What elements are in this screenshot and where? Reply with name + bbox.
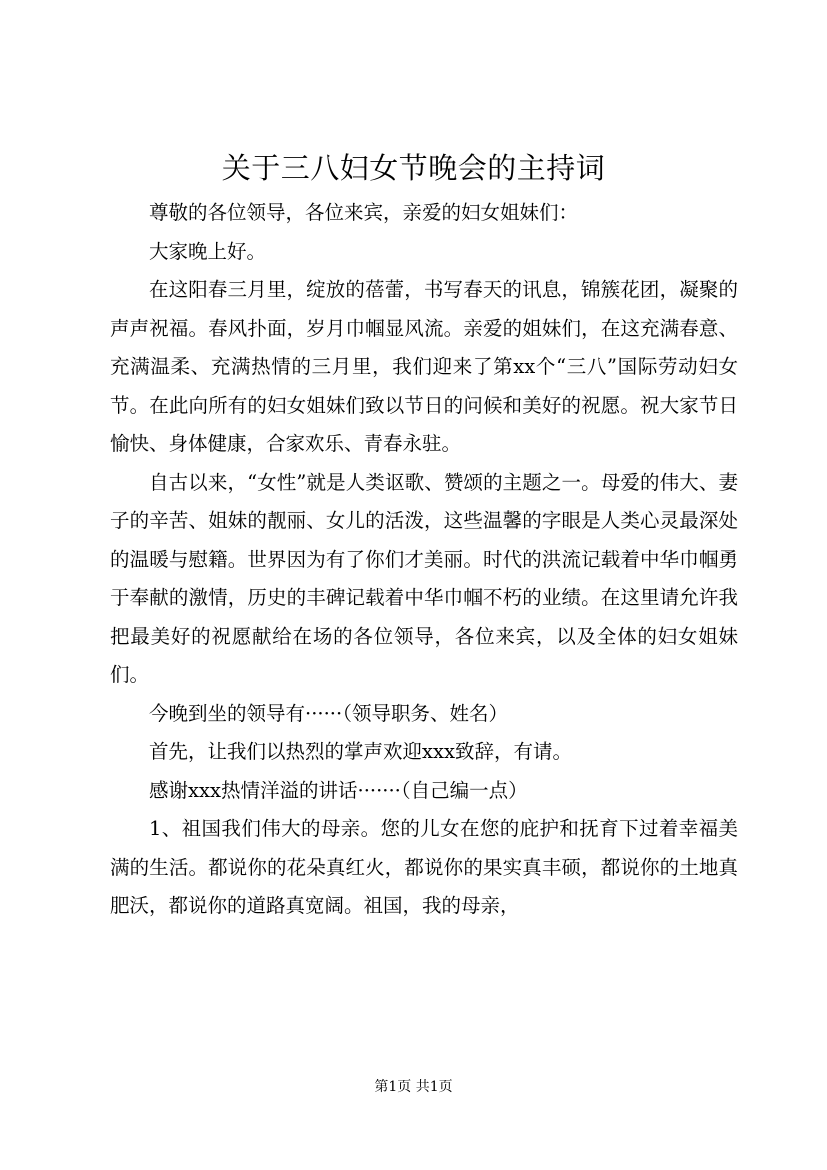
paragraph-leaders: 今晚到坐的领导有······（领导职务、姓名） — [149, 701, 508, 725]
paragraph-good-evening: 大家晚上好。 — [149, 239, 267, 263]
page-footer: 第1页 共1页 — [374, 1079, 453, 1095]
paragraph-thanks: 感谢xxx热情洋溢的讲话·······（自己编一点） — [149, 778, 528, 802]
paragraph-women: 自古以来，“女性”就是人类讴歌、赞颂的主题之一。母爱的伟大、妻子的辛苦、姐妹的靓丽、女儿的活泼，这些温馨的字眼是人类心灵最深处的温暖与慰籍。世界因为有了你们才美丽。时代的洪流记载着中华巾帼勇于奉献的激情，历史的丰碑记载着中华巾帼不朽的业绩。在这里请允许我把最美好的祝愿献给在场的各位领导，各位来宾，以及全体的妇女姐妹们。 — [110, 470, 738, 686]
paragraph-greeting: 尊敬的各位领导，各位来宾，亲爱的妇女姐妹们： — [149, 201, 579, 224]
document-title: 关于三八妇女节晚会的主持词 — [221, 151, 606, 185]
document-body — [110, 194, 738, 926]
paragraph-welcome-speech: 首先，让我们以热烈的掌声欢迎xxx致辞，有请。 — [149, 740, 572, 763]
paragraph-spring: 在这阳春三月里，绽放的蓓蕾，书写春天的讯息，锦簇花团，凝聚的声声祝福。春风扑面，岁月巾帼显风流。亲爱的姐妹们，在这充满春意、充满温柔、充满热情的三月里，我们迎来了第xx个“三八”国际劳动妇女节。在此向所有的妇女姐妹们致以节日的问候和美好的祝愿。祝大家节日愉快、身体健康，合家欢乐、青春永驻。 — [110, 278, 738, 455]
paragraph-motherland: 1、祖国我们伟大的母亲。您的儿女在您的庇护和抚育下过着幸福美满的生活。都说你的花朵真红火，都说你的果实真丰硕，都说你的土地真肥沃，都说你的道路真宽阔。祖国，我的母亲， — [110, 817, 738, 917]
